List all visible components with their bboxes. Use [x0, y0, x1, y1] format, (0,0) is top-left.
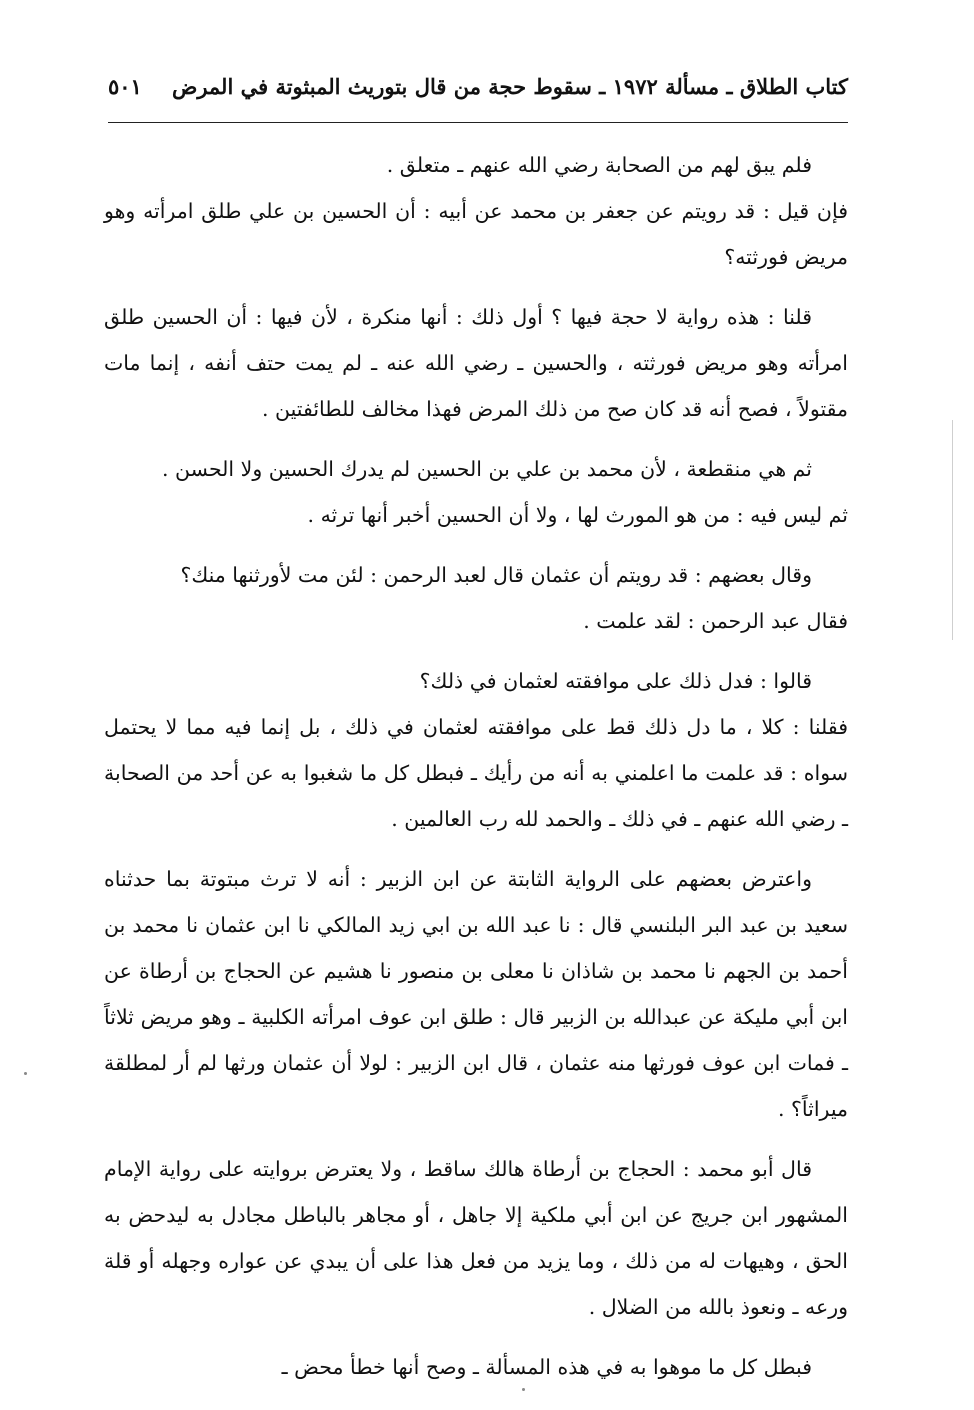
paragraph: واعترض بعضهم على الرواية الثابتة عن ابن الزبير : أنه لا ترث مبتوتة بما حدثناه سعيد بن عبد البر البلنسي قال : نا عبد الله بن ابي زيد المالكي نا ابن عثمان نا محمد بن أحمد بن الجهم نا محمد بن شاذان نا معلى بن منصور نا هشيم عن الحجاج بن أرطاة عن ابن أبي مليكة عن عبدالله بن الزبير قال : طلق ابن عوف امرأته الكلبية ـ وهو مريض ثلاثاً ـ فمات ابن عوف فورثها منه عثمان ، قال ابن الزبير : لولا أن عثمان ورثها لم أر لمطلقة ميراثاً؟ .: [104, 867, 848, 1121]
header-divider: [108, 122, 848, 123]
running-header: [108, 66, 848, 106]
paragraph: ثم هي منقطعة ، لأن محمد بن علي بن الحسين لم يدرك الحسين ولا الحسن .: [162, 457, 812, 481]
scan-speck: [522, 1388, 525, 1391]
paragraph: فقلنا : كلا ، ما دل ذلك قط على موافقته لعثمان في ذلك ، بل إنما فيه مما لا يحتمل سواه : قد علمت ما اعلمني به أنه من رأيك ـ فبطل كل ما شغبوا به عن أحد من الصحابة ـ رضي الله عنهم ـ في ذلك ـ والحمد لله رب العالمين .: [104, 715, 848, 831]
header-title: كتاب الطلاق ـ مسألة ١٩٧٢ ـ سقوط حجة من قال بتوريث المبثوتة في المرض: [171, 73, 848, 99]
paragraph: قلنا : هذه رواية لا حجة فيها ؟ أول ذلك : أنها منكرة ، لأن فيها : أن الحسين طلق امرأته وهو مريض فورثته ، والحسين ـ رضي الله عنه ـ لم يمت حتف أنفه ، إنما مات مقتولاً ، فصح أنه قد كان صح من ذلك المرض فهذا مخالف للطائفتين .: [104, 305, 848, 421]
main-text: [104, 142, 848, 1390]
scan-speck: [24, 1072, 27, 1075]
page-number: ٥٠١: [108, 73, 142, 99]
paragraph: قالوا : فدل ذلك على موافقته لعثمان في ذلك؟: [419, 669, 812, 693]
paragraph: فلم يبق لهم من الصحابة رضي الله عنهم ـ متعلق .: [386, 153, 812, 177]
paragraph: فقال عبد الرحمن : لقد علمت .: [583, 609, 848, 633]
paragraph: ثم ليس فيه : من هو المورث لها ، ولا أن الحسين أخبر أنها ترثه .: [307, 503, 848, 527]
scan-edge-mark: [952, 420, 953, 640]
paragraph: فبطل كل ما موهوا به في هذه المسألة ـ وصح أنها خطأ محض ـ: [281, 1355, 812, 1379]
paragraph: فإن قيل : قد رويتم عن جعفر بن محمد عن أبيه : أن الحسين بن علي طلق امرأته وهو مريض فورثته؟: [104, 199, 848, 269]
paragraph: وقال بعضهم : قد رويتم أن عثمان قال لعبد الرحمن : لئن مت لأورثنها منك؟: [180, 563, 812, 587]
paragraph: قال أبو محمد : الحجاج بن أرطاة هالك ساقط ، ولا يعترض بروايته على رواية الإمام المشهور ابن جريج عن ابن أبي ملكية إلا جاهل ، أو مجاهر بالباطل مجادل به ليدحض به الحق ، وهيهات له من ذلك ، وما يزيد من فعل هذا على أن يبدي عن عواره وجهله أو قلة ورعه ـ ونعوذ بالله من الضلال .: [104, 1157, 848, 1319]
